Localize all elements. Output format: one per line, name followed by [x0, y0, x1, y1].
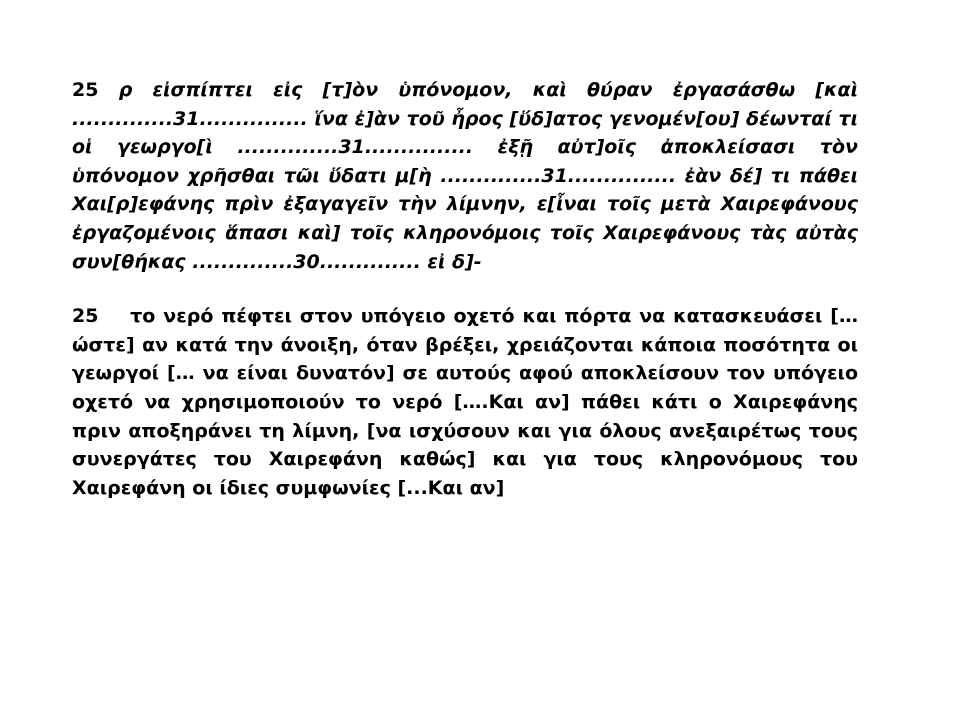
- text-segment: ρ εἰσπίπτει εἰς [τ]ὸν: [98, 79, 399, 101]
- text-segment: καὶ: [512, 79, 587, 101]
- line-number: 25: [72, 79, 99, 101]
- translation-text: το νερό πέφτει στον υπόγειο οχετό και πόρτα να κατασκευάσει [… ώστε] αν κατά την άνοιξη, όταν βρέξει, χρειάζονται κάποια ποσότητα οι γεωργοί [… να είναι δυνατόν] σε αυτούς αφού αποκλείσουν τον υπόγειο οχετό να χρησιμοποιούν το νερό [….Και αν] πάθει κάτι ο Χαιρεφάνης πριν αποξηράνει τη λίμνη, [να ισχύσουν και για όλους ανεξαιρέτως τους συνεργάτες του Χαιρεφάνη καθώς] και για τους κληρονόμους του Χαιρεφάνη οι ίδιες συμφωνίες [...Και αν]: [72, 305, 865, 499]
- modern-greek-paragraph: [72, 302, 865, 502]
- highlighted-word-thyran: θύραν: [586, 79, 653, 101]
- document-page: [72, 76, 865, 502]
- paragraph-spacer: [72, 276, 858, 302]
- line-number: 25: [72, 305, 99, 328]
- text-segment: ἐργασάσθω [καὶ ..............31............... ἵνα ἐ]ὰν τοῦ ἦρος [ὕδ]ατος γενομέν[ου] δέωνταί τι οἱ γεωργο[ὶ ..............31............... ἐξῇ αὐτ]οῖς ἀποκλείσασι τὸν ὑπόνομον χρῆσθαι τῶι ὕδατι μ[ὴ ..............31............... ἐὰν δέ] τι πάθει Χαι[ρ]εφάνης πρὶν ἐξαγαγεῖν τὴν λίμνην, ε[ἶναι τοῖς μετὰ Χαιρεφάνους ἐργαζομένοις ἅπασι καὶ] τοῖς κληρονόμοις τοῖς Χαιρεφάνους τὰς αὐτὰς συν[θήκας ..............30.............. εἰ δ]-: [72, 79, 859, 273]
- highlighted-word-hyponomon: ὑπόνομον,: [398, 79, 513, 101]
- ancient-greek-paragraph: [72, 76, 858, 276]
